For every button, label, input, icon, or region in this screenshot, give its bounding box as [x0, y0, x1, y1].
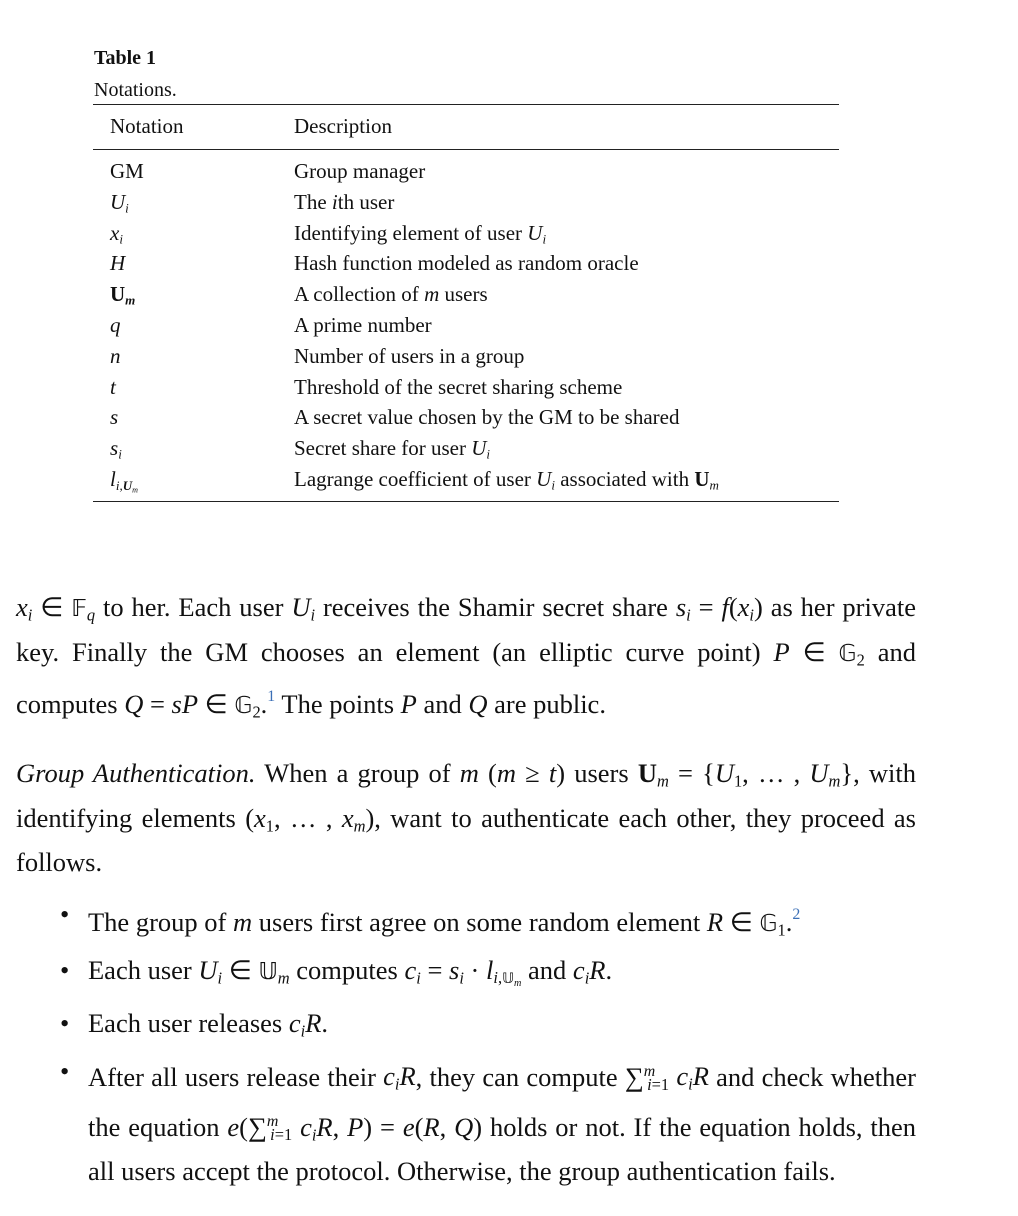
table-row [93, 188, 839, 219]
notation-cell: $x_i$ [110, 220, 123, 247]
header-notation: Notation [110, 114, 184, 138]
description-cell: Number of users in a group [294, 343, 525, 368]
description-cell: Identifying element of user $U_i$ [294, 220, 547, 247]
table-row [93, 249, 839, 280]
notation-cell: t [110, 374, 116, 399]
description-cell: A secret value chosen by the GM to be shared [294, 405, 680, 430]
table-bottom-rule [93, 501, 839, 502]
table-body [93, 150, 839, 501]
notation-cell: $l_{i,U_m}$ [110, 466, 138, 494]
table-row [93, 465, 839, 496]
notation-cell: s [110, 405, 119, 430]
table-row [93, 373, 839, 404]
notation-cell: $U_m$ [110, 282, 136, 308]
description-cell: Threshold of the secret sharing scheme [294, 374, 623, 399]
table-row [93, 342, 839, 373]
footnote-marker[interactable]: 1 [267, 688, 276, 706]
description-cell: A collection of m users [294, 282, 488, 307]
body-paragraph: $x_i$ ∈ 𝔽$_q$ to her. Each user $U_i$ receives the Shamir secret share $s_i = f(x_i)$ as her private key. Finally the GM chooses an element (an elliptic curve point) P ∈ 𝔾$_2$ and computes Q = sP ∈ 𝔾$_2$.$^1$ The points P and Q are public. [16, 592, 916, 722]
table-row [93, 219, 839, 250]
notation-cell: $U_i$ [110, 189, 129, 216]
notation-table [93, 104, 839, 502]
list-item: • After all users release their $c_iR$, they can compute ∑$^m_{i=1}$ $c_iR$ and check whether the equation e(∑$^m_{i=1}$ $c_iR$, P) = e(R, Q) holds or not. If the equation holds, then all users accept the protocol. Otherwise, the group authentication fails. [60, 1055, 917, 1187]
table-row [93, 434, 839, 465]
table-row [93, 157, 839, 188]
list-item: • The group of m users first agree on some random element R ∈ 𝔾$_1$.$^2$ [60, 899, 801, 940]
table-header-row [93, 105, 839, 149]
notation-cell: H [110, 251, 126, 276]
table-row [93, 311, 839, 342]
paragraph-lead: Group Authentication. [16, 758, 256, 788]
footnote-marker[interactable]: 2 [792, 906, 801, 923]
description-cell: Lagrange coefficient of user $U_i$ associated with $U_m$ [294, 466, 719, 493]
protocol-steps-list [60, 896, 916, 1193]
notation-cell: GM [110, 159, 144, 183]
description-cell: The ith user [294, 189, 395, 214]
header-description: Description [294, 114, 392, 138]
notation-cell: n [110, 343, 121, 368]
list-item: • Each user $U_i$ ∈ 𝕌$_m$ computes $c_i = s_i \cdot l_{i,𝕌_m}$ and $c_iR$. [60, 954, 613, 989]
table-row [93, 280, 839, 311]
description-cell: Group manager [294, 159, 426, 183]
table-subtitle: Notations. [94, 79, 177, 101]
table-title: Table 1 [94, 47, 157, 69]
description-cell: Hash function modeled as random oracle [294, 251, 639, 276]
notation-cell: q [110, 312, 121, 337]
notation-cell: $s_i$ [110, 436, 122, 462]
description-cell: Secret share for user $U_i$ [294, 436, 491, 462]
body-paragraph: Group Authentication. When a group of m (m ≥ t) users $U_m = \{U_1$, … , $U_m$}, with identifying elements ($x_1$, … , $x_m$), want to authenticate each other, they proceed as follows. [16, 758, 916, 878]
description-cell: A prime number [294, 312, 432, 337]
list-item: • Each user releases $c_iR$. [60, 1007, 329, 1041]
table-caption [94, 46, 177, 102]
table-row [93, 403, 839, 434]
